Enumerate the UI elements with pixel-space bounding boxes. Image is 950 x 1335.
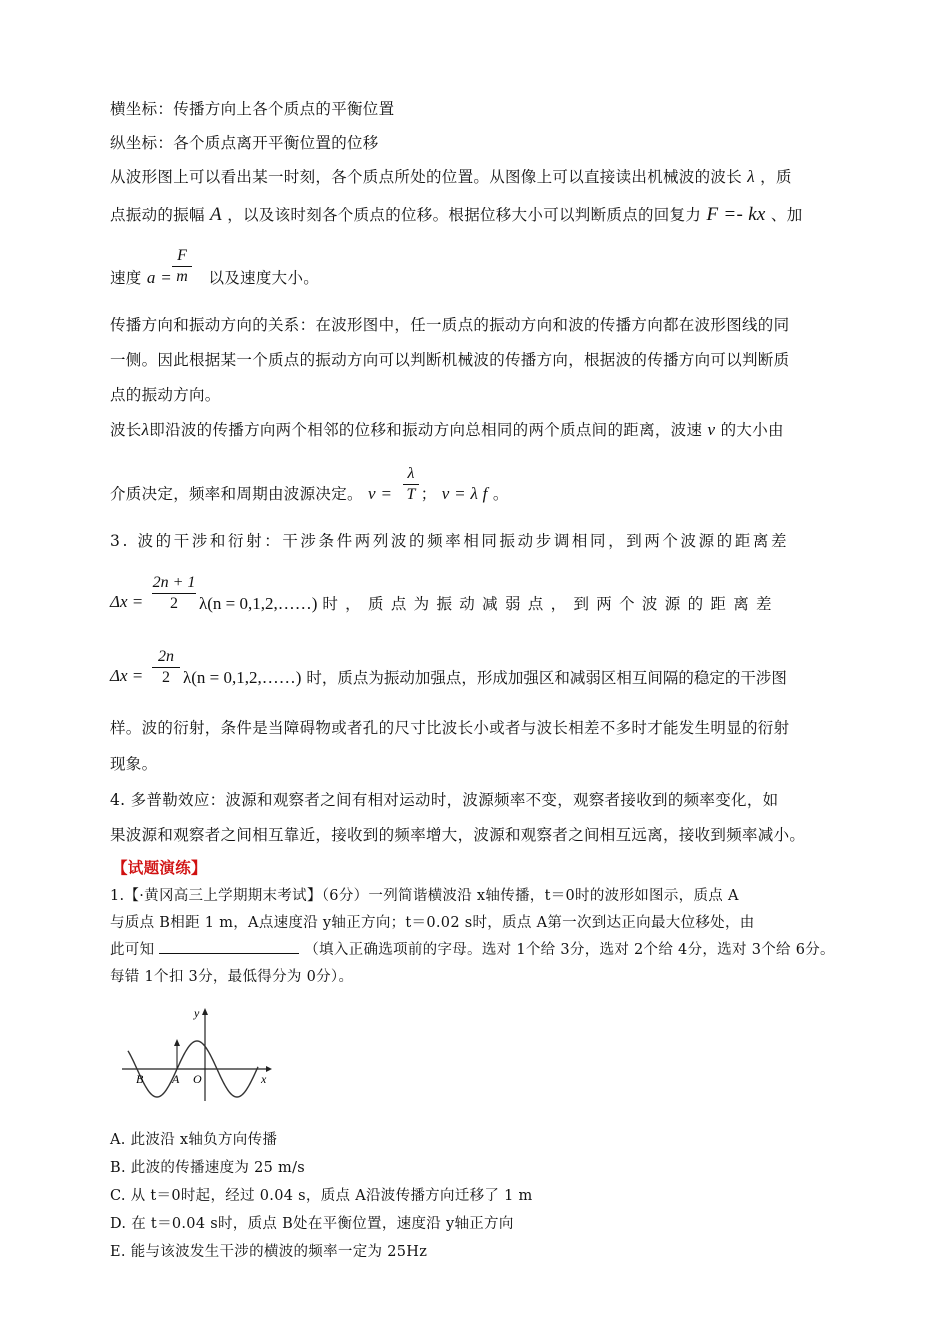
- speed-numerator: λ: [407, 465, 415, 482]
- delta2-numerator: 2n: [158, 648, 174, 665]
- text: （填入正确选项前的字母。选对 1个给 3分，选对 2个给 4分，选对 3个给 6分。: [304, 942, 835, 958]
- lambda-symbol: λ: [141, 420, 150, 439]
- accel-numerator: F: [177, 247, 187, 264]
- text: 介质决定，频率和周期由波源决定。: [110, 485, 363, 503]
- option-d: D. 在 t＝0.04 s时，质点 B处在平衡位置，速度沿 y轴正方向: [110, 1216, 514, 1232]
- text: 速度: [110, 269, 142, 287]
- text: 点振动的振幅: [110, 206, 205, 224]
- speed-lhs: v =: [368, 484, 393, 503]
- question1-line2: 与质点 B相距 1 m，A点速度沿 y轴正方向；t＝0.02 s时，质点 A第一次到达正向最大位移处，由: [110, 915, 755, 931]
- x-axis-arrow: [266, 1066, 272, 1072]
- delta-lhs: Δx =: [110, 666, 144, 685]
- para-direction-line3: 点的振动方向。: [110, 386, 221, 404]
- para-doppler-line2: 果波源和观察者之间相互靠近，接收到的频率增大，波源和观察者之间相互远离，接收到频率减小。: [110, 826, 806, 844]
- question1-line4: 每错 1个扣 3分，最低得分为 0分）。: [110, 969, 354, 985]
- amplitude-symbol: A: [210, 204, 222, 225]
- option-e: E. 能与该波发生干涉的横波的频率一定为 25Hz: [110, 1244, 428, 1260]
- section-title: 【试题演练】: [112, 858, 207, 877]
- y-axis-arrow: [202, 1008, 208, 1015]
- para-horizontal-axis: 横坐标：传播方向上各个质点的平衡位置: [110, 100, 395, 118]
- text: ，以及该时刻各个质点的位移。根据位移大小可以判断质点的回复力: [227, 206, 702, 224]
- option-c: C. 从 t＝0时起，经过 0.04 s，质点 A沿波传播方向迁移了 1 m: [110, 1188, 533, 1204]
- text: 从波形图上可以看出某一时刻，各个质点所处的位置。从图像上可以直接读出机械波的波长: [110, 168, 743, 186]
- lambda-symbol: λ: [747, 167, 755, 186]
- para-doppler-line1: 4. 多普勒效应：波源和观察者之间有相对运动时，波源频率不变，观察者接收到的频率变化，如: [110, 791, 779, 809]
- para-diffraction-line1: 样。波的衍射，条件是当障碍物或者孔的尺寸比波长小或者与波长相差不多时才能发生明显的衍射: [110, 719, 790, 737]
- delta1-denominator: 2: [170, 595, 178, 612]
- delta2-fraction: [152, 648, 180, 687]
- fraction-bar: [172, 266, 192, 267]
- para-wavelength-line2: [110, 482, 509, 504]
- question1-line3: [110, 938, 835, 959]
- text: 此可知: [110, 942, 155, 958]
- text: ，质: [760, 168, 792, 186]
- accel-denominator: m: [176, 268, 188, 285]
- para-acceleration: [110, 266, 319, 288]
- para-direction-line2: 一侧。因此根据某一个质点的振动方向可以判断机械波的传播方向，根据波的传播方向可以判断质: [110, 351, 790, 369]
- text: 时，质点为振动加强点，形成加强区和减弱区相互间隔的稳定的干涉图: [306, 669, 787, 687]
- delta1-rhs: [199, 592, 773, 614]
- delta2-rhs-text: λ(n = 0,1,2,……): [183, 668, 302, 687]
- para-wavelength-line1: [110, 418, 784, 440]
- y-axis-label: y: [194, 1006, 200, 1020]
- accel-fraction: [172, 247, 192, 286]
- delta-lhs: Δx =: [110, 592, 144, 611]
- velocity-arrowhead: [174, 1039, 180, 1046]
- speed-fraction: [403, 465, 419, 504]
- speed-symbol: v: [707, 420, 716, 439]
- force-equation: F =- kx: [706, 204, 766, 225]
- delta1-rhs-text: λ(n = 0,1,2,……): [199, 594, 318, 613]
- para-diffraction-line2: 现象。: [110, 755, 158, 773]
- origin-label: O: [193, 1072, 202, 1086]
- para-vertical-axis: 纵坐标：各个质点离开平衡位置的位移: [110, 134, 379, 152]
- answer-blank[interactable]: [159, 939, 299, 954]
- x-axis-label: x: [261, 1072, 267, 1086]
- text: 、加: [770, 206, 803, 224]
- para-waveform-line2: [110, 203, 803, 226]
- delta1-fraction: [152, 574, 196, 613]
- text: 的大小由: [720, 421, 784, 439]
- speed-denominator: T: [406, 486, 416, 503]
- interference-equation2: [110, 666, 143, 686]
- fraction-bar: [403, 484, 419, 485]
- para-interference-line1: 3. 波的干涉和衍射：干涉条件两列波的频率相同振动步调相同，到两个波源的距离差: [110, 532, 790, 550]
- delta2-rhs: [183, 666, 787, 688]
- text: 时 ， 质 点 为 振 动 减 弱 点 ， 到 两 个 波 源 的 距 离 差: [322, 595, 773, 613]
- delta2-denominator: 2: [162, 669, 170, 686]
- text: 波长: [110, 421, 142, 439]
- para-direction-line1: 传播方向和振动方向的关系：在波形图中，任一质点的振动方向和波的传播方向都在波形图线的同: [110, 316, 790, 334]
- delta1-numerator: 2n + 1: [152, 574, 196, 591]
- text: ；: [420, 485, 437, 503]
- question1-line1: 1.【·黄冈高三上学期期末考试】（6分）一列简谐横波沿 x轴传播，t＝0时的波形如图示，质点 A: [110, 888, 739, 904]
- point-b-label: B: [136, 1072, 144, 1086]
- waveform-figure: [120, 1005, 280, 1105]
- text: 即沿波的传播方向两个相邻的位移和振动方向总相同的两个质点间的距离，波速: [149, 421, 703, 439]
- para-waveform-line1: [110, 165, 792, 187]
- accel-lhs: a =: [146, 268, 172, 287]
- fraction-bar: [152, 667, 180, 668]
- fraction-bar: [152, 593, 196, 594]
- point-a-label: A: [172, 1072, 180, 1086]
- text: 以及速度大小。: [208, 269, 320, 287]
- option-b: B. 此波的传播速度为 25 m/s: [110, 1160, 306, 1176]
- interference-equation1: [110, 592, 143, 612]
- text: 。: [492, 485, 509, 503]
- option-a: A. 此波沿 x轴负方向传播: [110, 1132, 278, 1148]
- speed-equation: v = λ f: [441, 484, 488, 503]
